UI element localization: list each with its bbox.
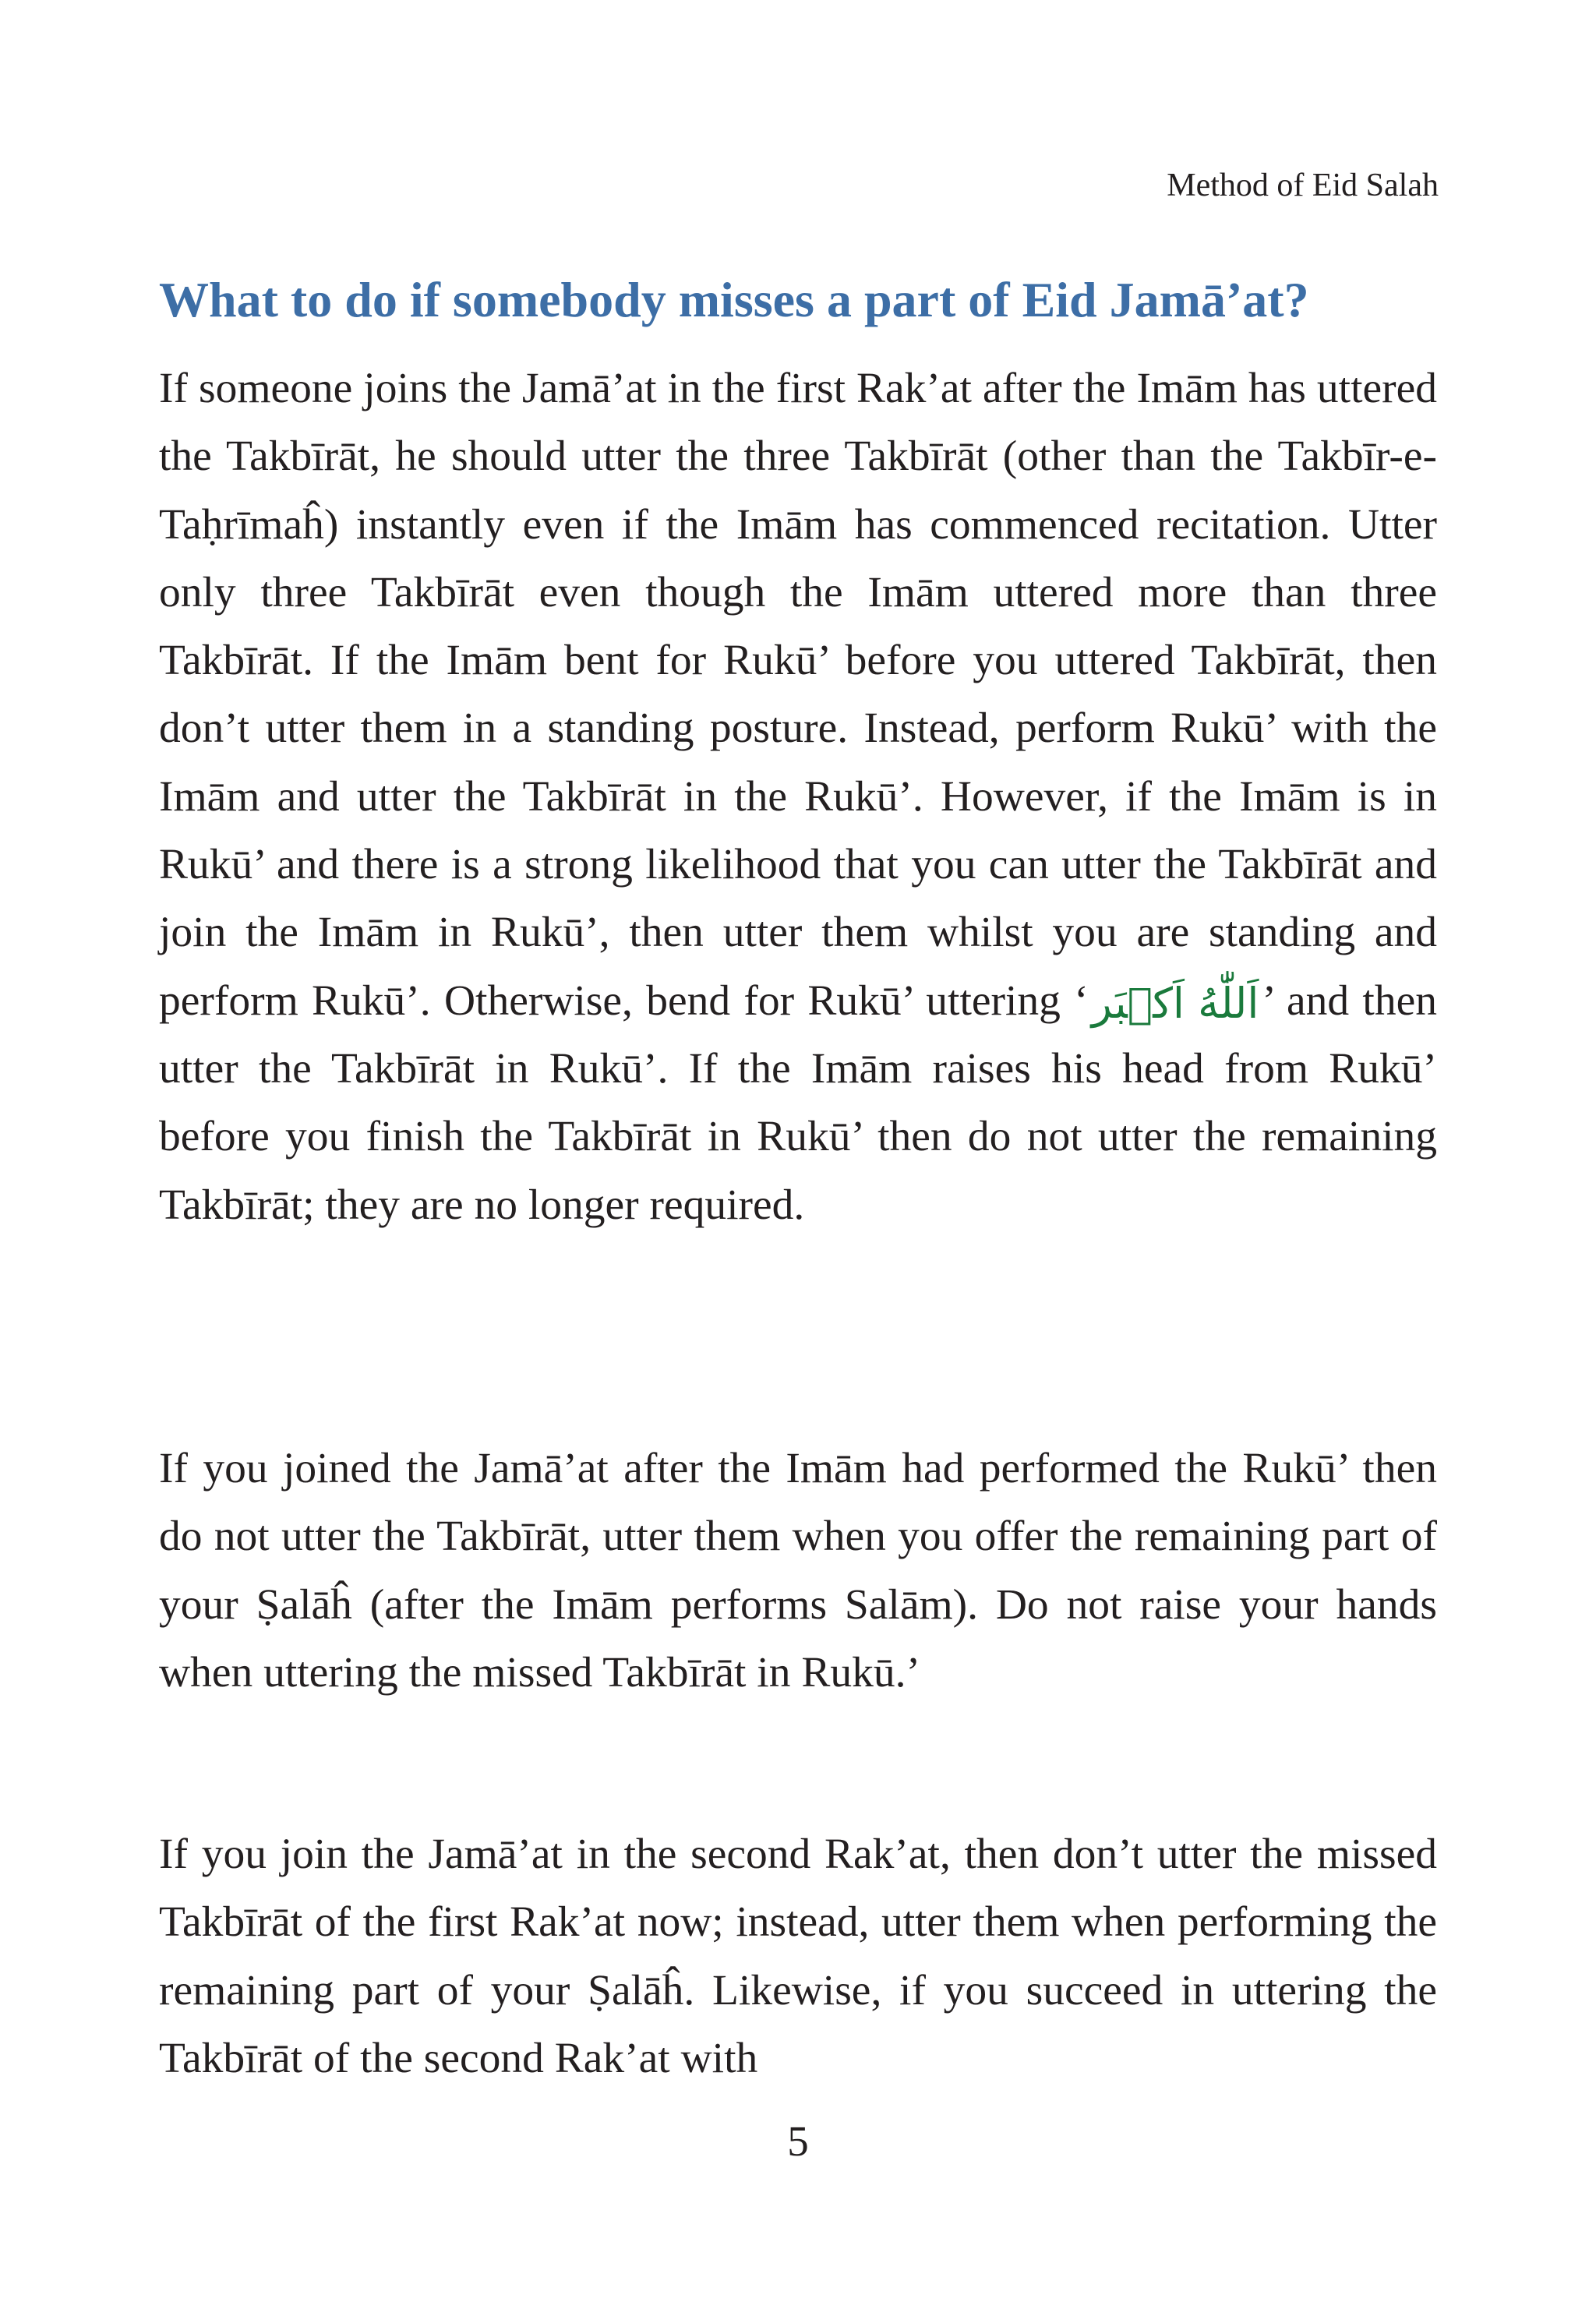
- paragraph-1-text-start: If someone joins the Jamā’at in the first Rak’at after the Imām has uttered the Takbīrāt, he should utter the three Takbīrāt (other than the Takbīr-e-Taḥrīmaĥ) instantly even if the Imām has commenced recitation. Utter only three Takbīrāt even though the Imām uttered more than three Takbīrāt. If the Imām bent for Rukū’ before you uttered Takbīrāt, then don’t utter them in a standing posture. Instead, perform Rukū’ with the Imām and utter the Takbīrāt in the Rukū’. However, if the Imām is in Rukū’ and there is a strong likelihood that you can utter the Takbīrāt and join the Imām in Rukū’, then utter them whilst you are standing and perform Rukū’. Otherwise, bend for Rukū’ uttering ‘: [159, 365, 1437, 1025]
- paragraph-3: If you join the Jamā’at in the second Rak’at, then don’t utter the missed Takbīrāt of the first Rak’at now; instead, utter them when performing the remaining part of your Ṣalāĥ. Likewise, if you succeed in uttering the Takbīrāt of the second Rak’at with: [159, 1831, 1437, 2082]
- section-heading: What to do if somebody misses a part of Eid Jamā’at?: [159, 272, 1309, 327]
- page-number: 5: [787, 2117, 809, 2165]
- arabic-takbir-text: اَللّٰهُ اَكۡبَر: [1091, 978, 1259, 1028]
- running-header: Method of Eid Salah: [1167, 168, 1439, 203]
- paragraph-2: If you joined the Jamā’at after the Imām had performed the Rukū’ then do not utter the Takbīrāt, utter them when you offer the remaining part of your Ṣalāĥ (after the Imām performs Salām). Do not raise your hands when uttering the missed Takbīrāt in Rukū.’: [159, 1445, 1437, 1696]
- paragraph-1: [159, 355, 1437, 1239]
- paragraph-1-text-end: ’ and then utter the Takbīrāt in Rukū’. If the Imām raises his head from Rukū’ before you finish the Takbīrāt in Rukū’ then do not utter the remaining Takbīrāt; they are no longer required.: [159, 976, 1437, 1229]
